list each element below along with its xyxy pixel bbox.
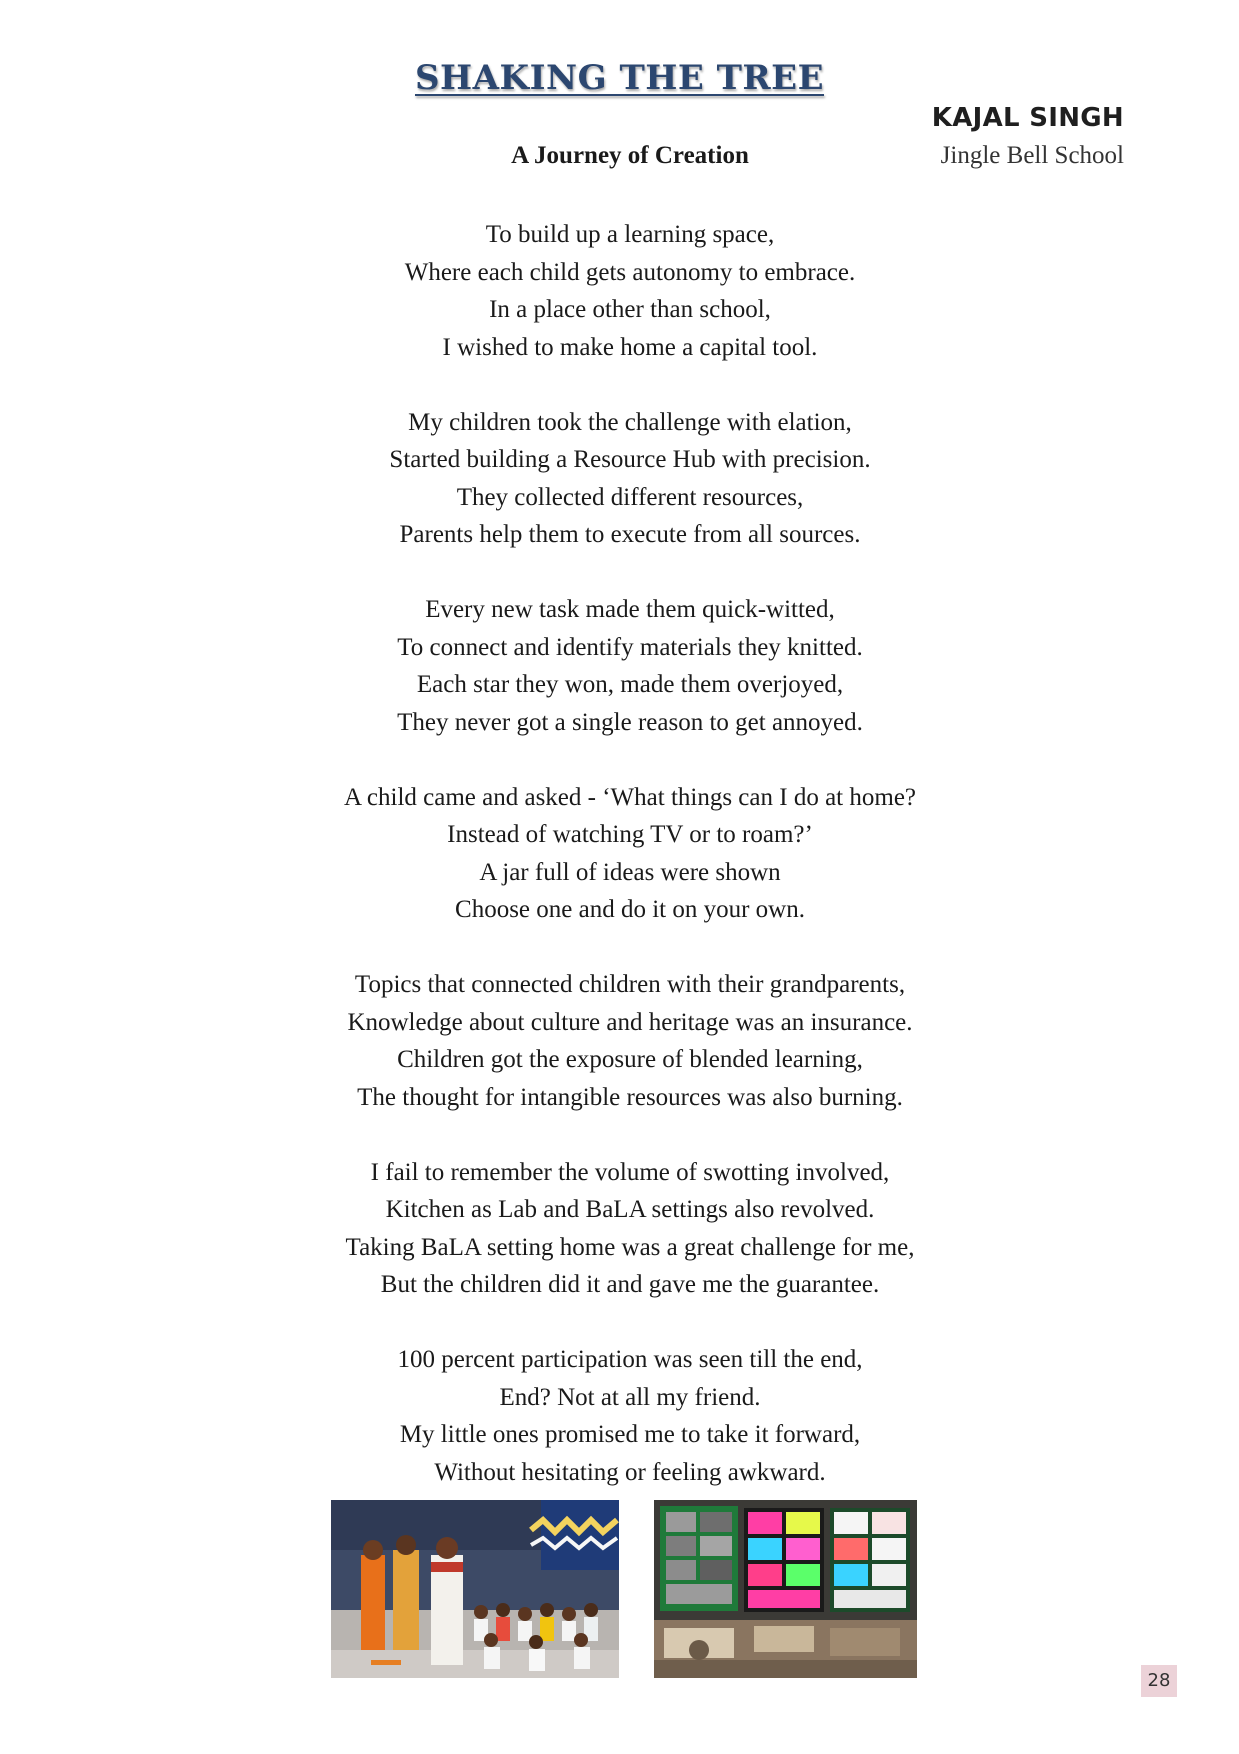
poem-line: 100 percent participation was seen till the end, (397, 1346, 863, 1373)
stage-performance-illustration (331, 1500, 619, 1678)
poem-body (0, 216, 1239, 1491)
poem-line: Kitchen as Lab and BaLA settings also revolved. (385, 1196, 875, 1223)
poem-line: To connect and identify materials they knitted. (397, 633, 863, 661)
school-name: Jingle Bell School (940, 142, 1124, 169)
stage-performance-photo (331, 1500, 619, 1678)
poem-line: Knowledge about culture and heritage was an insurance. (347, 1008, 913, 1036)
stanza (0, 1341, 1239, 1491)
poem-line: Started building a Resource Hub with precision. (389, 446, 871, 473)
poem-line: Choose one and do it on your own. (455, 896, 805, 923)
resource-hub-photo (654, 1500, 917, 1678)
poem-line: They never got a single reason to get annoyed. (397, 708, 863, 736)
poem-line: To build up a learning space, (485, 221, 775, 248)
poem-line: Without hesitating or feeling awkward. (434, 1458, 826, 1486)
poem-line: The thought for intangible resources was also burning. (357, 1083, 903, 1111)
author-name: KAJAL SINGH (931, 103, 1124, 133)
poem-subtitle: A Journey of Creation (511, 142, 749, 169)
poem-line: A child came and asked - ‘What things can I do at home? (343, 783, 917, 811)
poem-line: I fail to remember the volume of swotting involved, (370, 1158, 890, 1186)
poem-line: My little ones promised me to take it forward, (399, 1421, 861, 1448)
page-number-badge: 28 (1141, 1665, 1177, 1697)
poem-line: Parents help them to execute from all sources. (399, 521, 861, 548)
poem-line: Every new task made them quick-witted, (425, 596, 835, 623)
stanza (0, 216, 1239, 366)
poem-line: Taking BaLA setting home was a great challenge for me, (345, 1233, 915, 1261)
stanza (0, 779, 1239, 929)
poem-line: They collected different resources, (456, 483, 804, 511)
stanza (0, 1154, 1239, 1304)
poem-line: Instead of watching TV or to roam?’ (447, 821, 813, 848)
poem-line: My children took the challenge with elation, (408, 408, 852, 436)
poem-line: In a place other than school, (489, 296, 771, 323)
poem-line: Each star they won, made them overjoyed, (416, 671, 844, 698)
poem-line: End? Not at all my friend. (499, 1383, 761, 1411)
stanza (0, 404, 1239, 554)
poem-line: Children got the exposure of blended learning, (397, 1046, 863, 1073)
poem-line: I wished to make home a capital tool. (442, 333, 818, 361)
stanza (0, 591, 1239, 741)
poem-line: Topics that connected children with their grandparents, (354, 971, 906, 998)
stanza (0, 966, 1239, 1116)
poem-line: But the children did it and gave me the guarantee. (380, 1271, 880, 1298)
poem-line: Where each child gets autonomy to embrace. (404, 258, 856, 286)
poem-title: SHAKING THE TREE (414, 58, 825, 98)
poem-line: A jar full of ideas were shown (479, 858, 781, 886)
resource-hub-illustration (654, 1500, 917, 1678)
